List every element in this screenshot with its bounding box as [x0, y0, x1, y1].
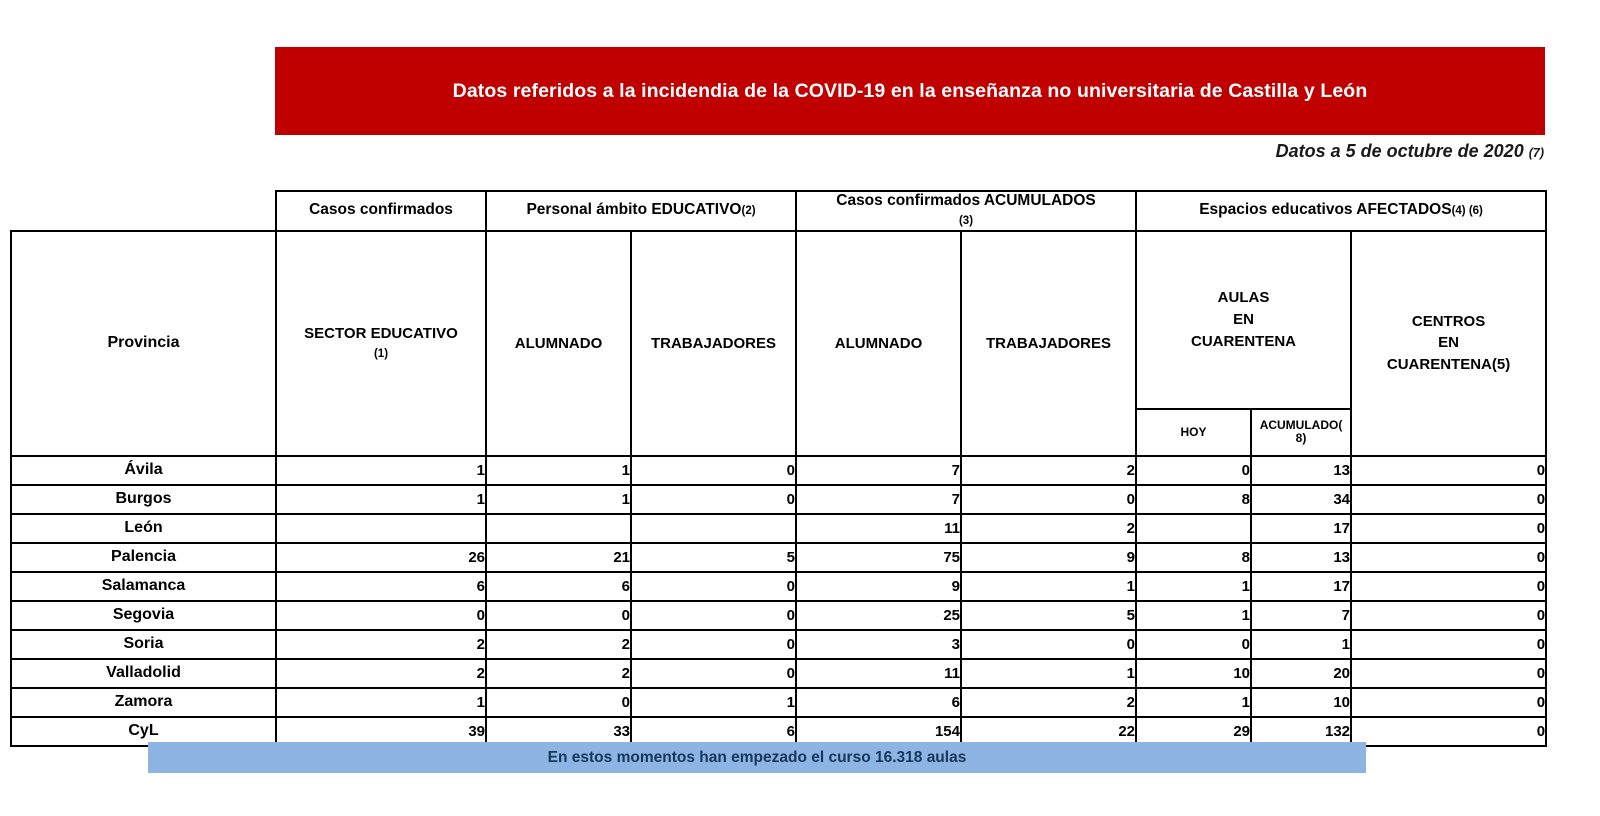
group-header-espacios-afectados — [1136, 191, 1546, 231]
cell-trabajadores_2: 2 — [961, 456, 1136, 485]
cell-aulas_hoy: 0 — [1136, 456, 1251, 485]
cell-trabajadores_2: 0 — [961, 630, 1136, 659]
cell-sector_educativo: 2 — [276, 659, 486, 688]
cell-alumnado_2: 7 — [796, 456, 961, 485]
column-header-aulas-acumulado-line1: ACUMULADO( — [1259, 417, 1343, 432]
cell-aulas_acumulado: 13 — [1251, 543, 1351, 572]
cell-sector_educativo — [276, 514, 486, 543]
column-header-trabajadores-personal-label: TRABAJADORES — [650, 334, 776, 352]
cell-trabajadores_1: 0 — [631, 630, 796, 659]
column-header-centros-line3: CUARENTENA — [1386, 356, 1492, 374]
cell-alumnado_2: 154 — [796, 717, 961, 746]
cell-alumnado_2: 9 — [796, 572, 961, 601]
cell-alumnado_1: 6 — [486, 572, 631, 601]
column-header-aulas-acumulado-line2: 8) — [1295, 431, 1307, 446]
cell-provincia: Valladolid — [11, 659, 276, 688]
cell-trabajadores_1: 0 — [631, 601, 796, 630]
cell-centros_cuarentena: 0 — [1351, 630, 1546, 659]
report-date-text: Datos a 5 de octubre de 2020 — [1275, 141, 1524, 161]
cell-trabajadores_1: 0 — [631, 456, 796, 485]
cell-alumnado_2: 7 — [796, 485, 961, 514]
cell-provincia: Zamora — [11, 688, 276, 717]
cell-trabajadores_2: 0 — [961, 485, 1136, 514]
column-header-aulas-line1: AULAS — [1217, 289, 1270, 307]
cell-provincia: Burgos — [11, 485, 276, 514]
cell-provincia: Soria — [11, 630, 276, 659]
table-row — [11, 659, 1546, 688]
cell-trabajadores_1: 1 — [631, 688, 796, 717]
report-date — [1276, 141, 1544, 162]
table-column-header-row — [11, 231, 1546, 409]
column-header-alumnado-acumulado — [796, 231, 961, 456]
column-header-provincia — [11, 231, 276, 456]
cell-provincia: CyL — [11, 717, 276, 746]
column-header-centros-line1: CENTROS — [1411, 312, 1486, 330]
cell-sector_educativo: 39 — [276, 717, 486, 746]
cell-centros_cuarentena: 0 — [1351, 688, 1546, 717]
table-row — [11, 456, 1546, 485]
cell-trabajadores_2: 5 — [961, 601, 1136, 630]
cell-aulas_acumulado: 17 — [1251, 514, 1351, 543]
cell-trabajadores_2: 2 — [961, 514, 1136, 543]
cell-centros_cuarentena: 0 — [1351, 717, 1546, 746]
table-group-header-row — [11, 191, 1546, 231]
column-header-sector-educativo — [276, 231, 486, 456]
cell-aulas_hoy: 8 — [1136, 543, 1251, 572]
cell-trabajadores_1: 5 — [631, 543, 796, 572]
column-header-alumnado-personal-label: ALUMNADO — [514, 334, 603, 352]
footer-banner — [148, 742, 1366, 773]
table-row — [11, 688, 1546, 717]
table-row — [11, 572, 1546, 601]
cell-trabajadores_1: 0 — [631, 572, 796, 601]
group-header-personal-ambito-educativo — [486, 191, 796, 231]
footer-banner-text: En estos momentos han empezado el curso 16.318 aulas — [547, 748, 967, 766]
column-header-alumnado-acumulado-label: ALUMNADO — [834, 334, 923, 352]
cell-trabajadores_1: 0 — [631, 659, 796, 688]
column-header-centros-note: (5) — [1491, 356, 1511, 374]
cell-provincia: Segovia — [11, 601, 276, 630]
cell-centros_cuarentena: 0 — [1351, 572, 1546, 601]
cell-aulas_acumulado: 17 — [1251, 572, 1351, 601]
column-header-centros-line2: EN — [1438, 334, 1459, 352]
cell-alumnado_1: 0 — [486, 688, 631, 717]
column-header-alumnado-personal — [486, 231, 631, 456]
group-header-casos-acumulados — [796, 191, 1136, 231]
cell-centros_cuarentena: 0 — [1351, 543, 1546, 572]
cell-alumnado_1: 2 — [486, 659, 631, 688]
column-header-aulas-line2: EN — [1233, 311, 1254, 329]
column-header-sector-educativo-note: (1) — [373, 348, 389, 361]
cell-aulas_hoy — [1136, 514, 1251, 543]
column-header-trabajadores-personal — [631, 231, 796, 456]
cell-trabajadores_2: 22 — [961, 717, 1136, 746]
column-header-aulas-line3: CUARENTENA — [1191, 332, 1297, 350]
cell-aulas_hoy: 8 — [1136, 485, 1251, 514]
cell-sector_educativo: 2 — [276, 630, 486, 659]
cell-provincia: León — [11, 514, 276, 543]
cell-trabajadores_1: 6 — [631, 717, 796, 746]
cell-trabajadores_2: 1 — [961, 659, 1136, 688]
cell-aulas_hoy: 1 — [1136, 572, 1251, 601]
cell-aulas_hoy: 1 — [1136, 601, 1251, 630]
cell-aulas_acumulado: 7 — [1251, 601, 1351, 630]
group-header-spacer — [11, 191, 276, 231]
cell-centros_cuarentena: 0 — [1351, 456, 1546, 485]
cell-sector_educativo: 1 — [276, 485, 486, 514]
cell-provincia: Palencia — [11, 543, 276, 572]
column-header-sector-educativo-label: SECTOR EDUCATIVO — [304, 324, 458, 342]
cell-aulas_acumulado: 132 — [1251, 717, 1351, 746]
column-header-aulas-hoy-label: HOY — [1180, 424, 1207, 439]
column-header-trabajadores-acumulado-label: TRABAJADORES — [986, 334, 1112, 352]
group-header-personal-ambito-educativo-note: (2) — [741, 205, 756, 218]
cell-aulas_acumulado: 13 — [1251, 456, 1351, 485]
cell-alumnado_1 — [486, 514, 631, 543]
group-header-personal-ambito-educativo-label: Personal ámbito EDUCATIVO — [526, 201, 742, 219]
cell-centros_cuarentena: 0 — [1351, 659, 1546, 688]
table-row — [11, 630, 1546, 659]
cell-sector_educativo: 6 — [276, 572, 486, 601]
cell-aulas_hoy: 29 — [1136, 717, 1251, 746]
cell-sector_educativo: 26 — [276, 543, 486, 572]
cell-aulas_acumulado: 10 — [1251, 688, 1351, 717]
cell-alumnado_1: 33 — [486, 717, 631, 746]
column-header-aulas-hoy — [1136, 409, 1251, 456]
cell-alumnado_1: 1 — [486, 485, 631, 514]
cell-alumnado_2: 11 — [796, 514, 961, 543]
table-row — [11, 543, 1546, 572]
cell-alumnado_2: 11 — [796, 659, 961, 688]
cell-centros_cuarentena: 0 — [1351, 514, 1546, 543]
group-header-casos-confirmados-label: Casos confirmados — [309, 201, 453, 219]
cell-sector_educativo: 0 — [276, 601, 486, 630]
group-header-espacios-afectados-label: Espacios educativos AFECTADOS — [1199, 201, 1452, 219]
cell-alumnado_2: 75 — [796, 543, 961, 572]
cell-aulas_hoy: 10 — [1136, 659, 1251, 688]
covid-education-table — [10, 190, 1547, 747]
table-body — [11, 456, 1546, 746]
cell-provincia: Ávila — [11, 456, 276, 485]
table-row — [11, 485, 1546, 514]
cell-alumnado_1: 1 — [486, 456, 631, 485]
group-header-casos-acumulados-note: (3) — [958, 214, 974, 227]
column-header-centros-en-cuarentena — [1351, 231, 1546, 456]
cell-sector_educativo: 1 — [276, 456, 486, 485]
title-banner — [275, 47, 1545, 135]
cell-alumnado_2: 3 — [796, 630, 961, 659]
cell-trabajadores_2: 1 — [961, 572, 1136, 601]
cell-alumnado_2: 6 — [796, 688, 961, 717]
cell-alumnado_1: 21 — [486, 543, 631, 572]
column-header-aulas-acumulado — [1251, 409, 1351, 456]
report-date-footnote: (7) — [1528, 146, 1544, 160]
cell-aulas_hoy: 0 — [1136, 630, 1251, 659]
cell-aulas_hoy: 1 — [1136, 688, 1251, 717]
cell-trabajadores_2: 2 — [961, 688, 1136, 717]
cell-trabajadores_1: 0 — [631, 485, 796, 514]
cell-alumnado_1: 2 — [486, 630, 631, 659]
page-title: Datos referidos a la incidendia de la COVID-19 en la enseñanza no universitaria de Castilla y León — [452, 79, 1368, 102]
group-header-espacios-afectados-note: (4) (6) — [1451, 205, 1483, 218]
cell-trabajadores_1 — [631, 514, 796, 543]
table-row — [11, 514, 1546, 543]
column-header-trabajadores-acumulado — [961, 231, 1136, 456]
cell-alumnado_1: 0 — [486, 601, 631, 630]
column-header-provincia-label: Provincia — [107, 333, 180, 351]
column-header-aulas-en-cuarentena — [1136, 231, 1351, 409]
cell-provincia: Salamanca — [11, 572, 276, 601]
cell-centros_cuarentena: 0 — [1351, 485, 1546, 514]
cell-aulas_acumulado: 1 — [1251, 630, 1351, 659]
cell-aulas_acumulado: 20 — [1251, 659, 1351, 688]
cell-trabajadores_2: 9 — [961, 543, 1136, 572]
cell-sector_educativo: 1 — [276, 688, 486, 717]
group-header-casos-confirmados — [276, 191, 486, 231]
cell-alumnado_2: 25 — [796, 601, 961, 630]
group-header-casos-acumulados-label: Casos confirmados ACUMULADOS — [836, 192, 1096, 209]
cell-aulas_acumulado: 34 — [1251, 485, 1351, 514]
cell-centros_cuarentena: 0 — [1351, 601, 1546, 630]
table-row — [11, 601, 1546, 630]
